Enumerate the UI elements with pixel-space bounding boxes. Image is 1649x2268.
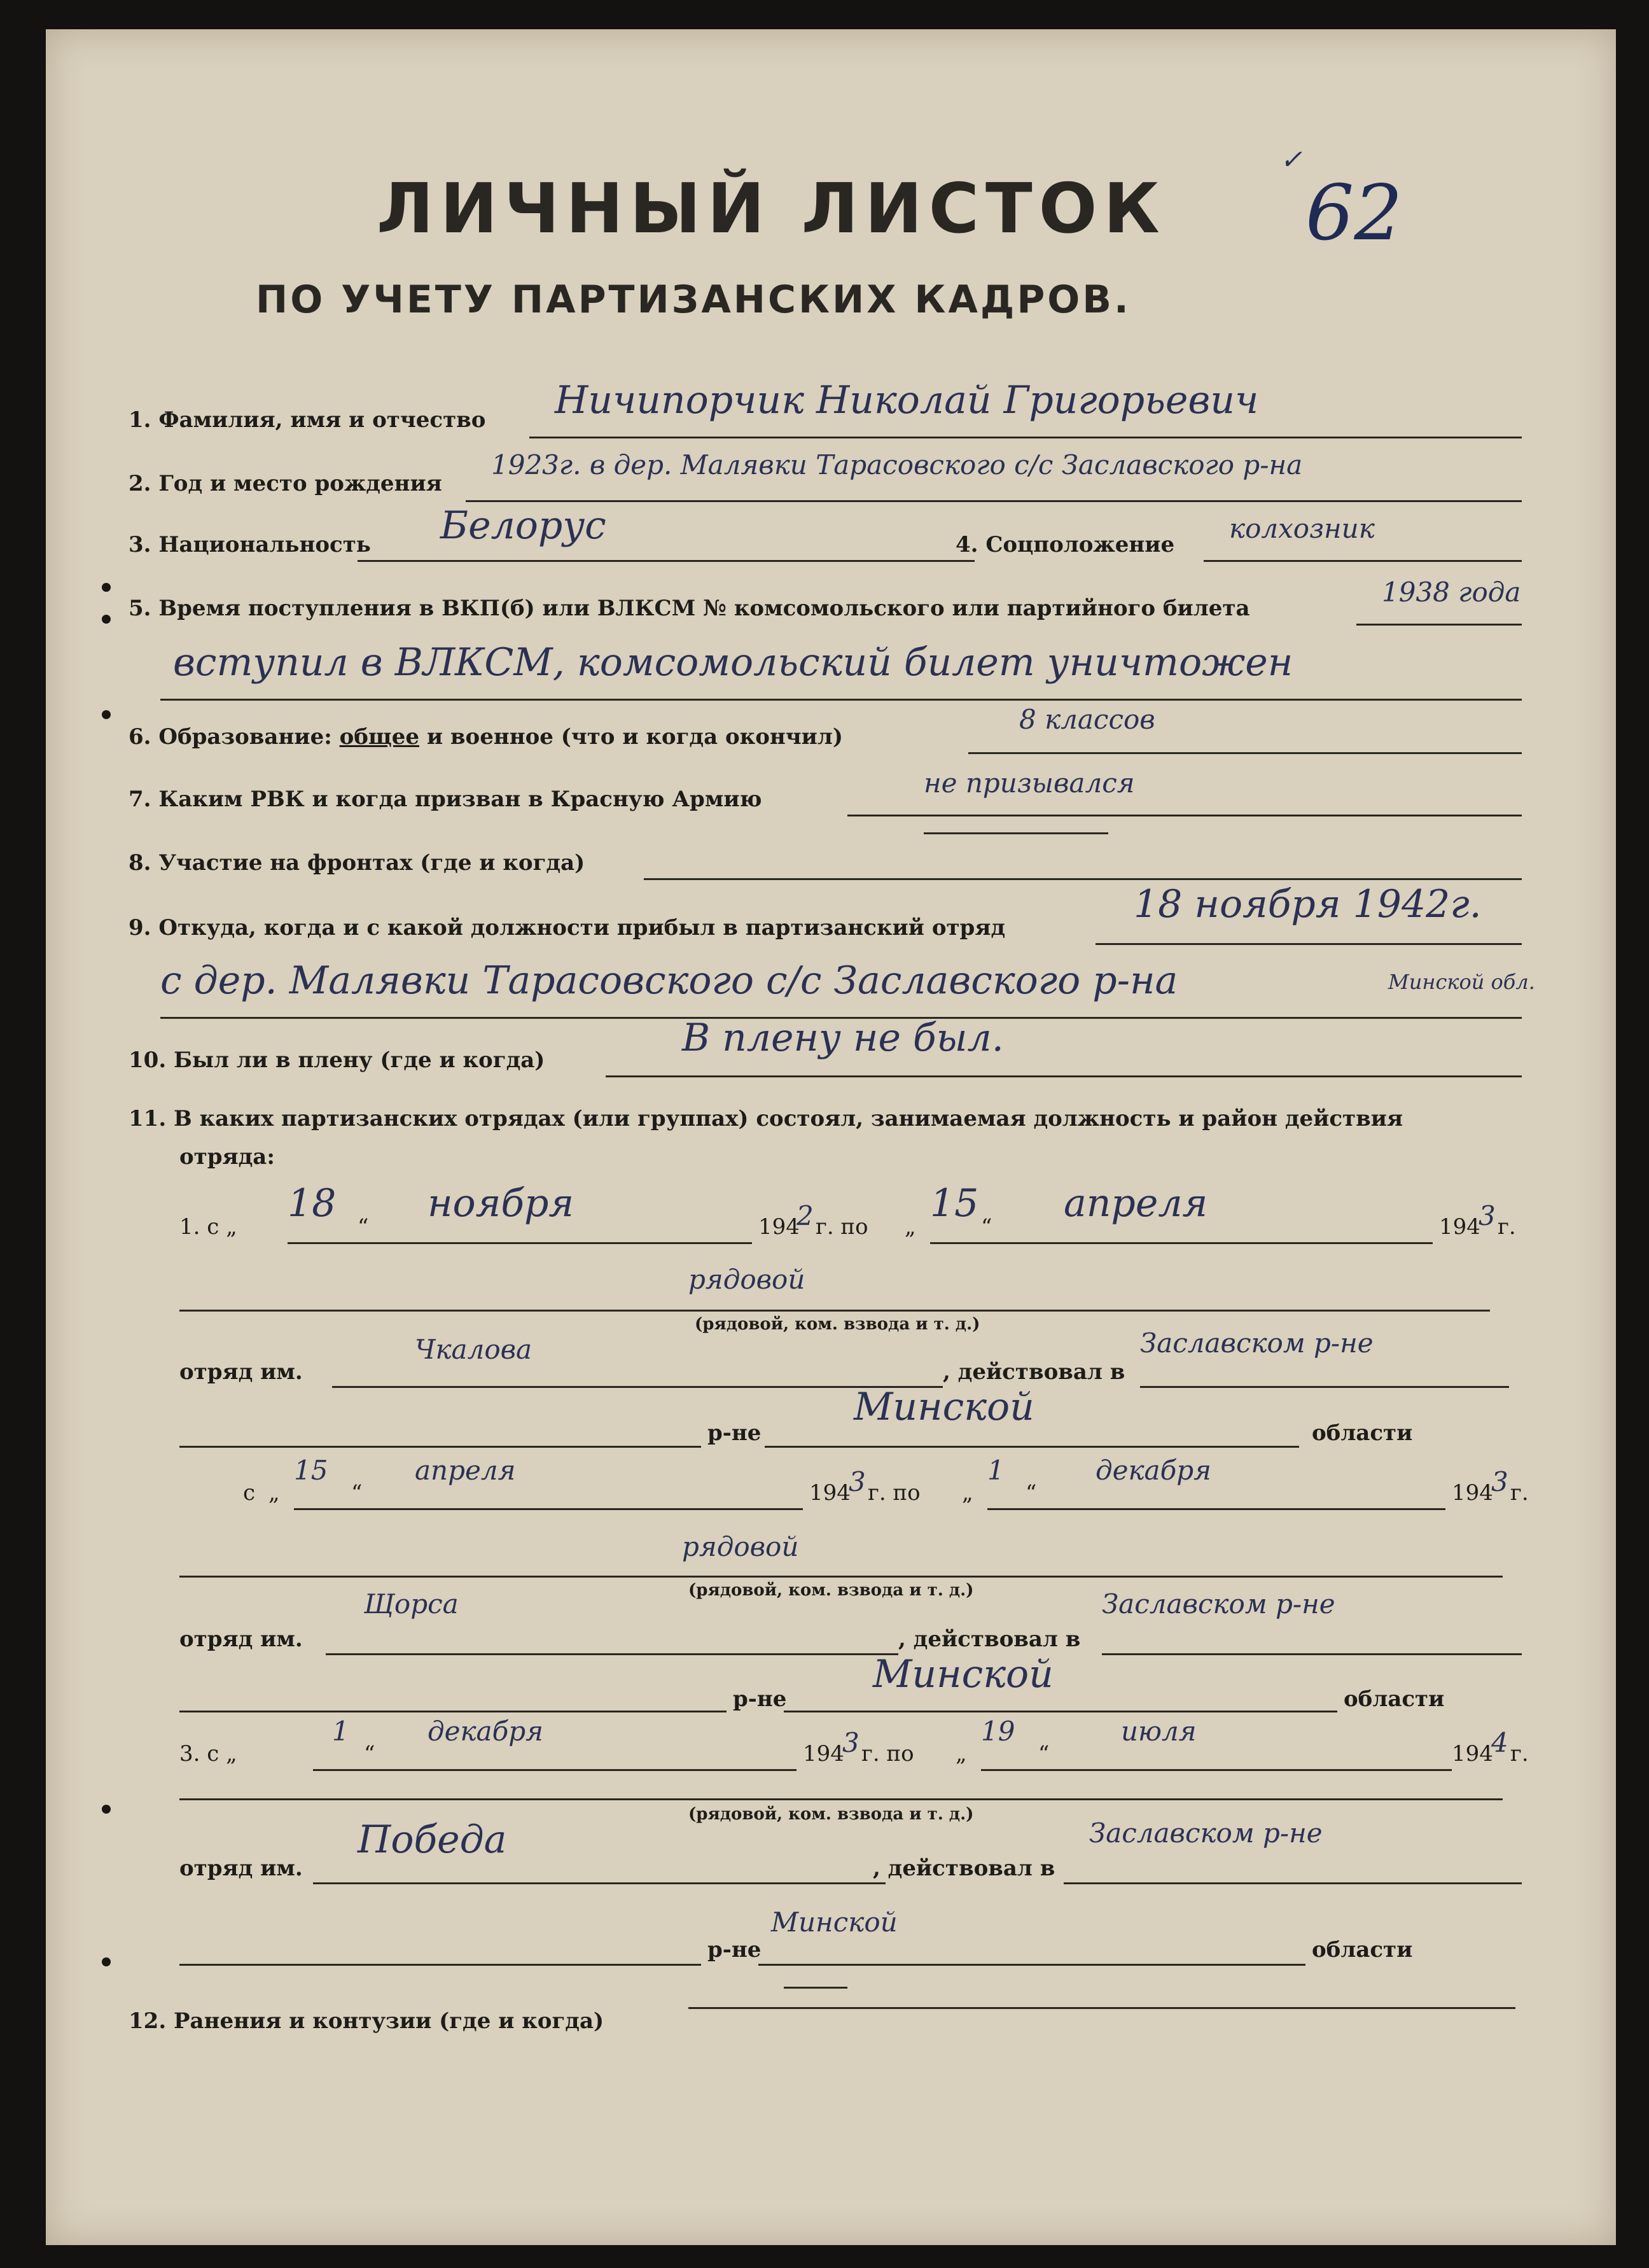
s3-g: г. bbox=[1510, 1741, 1529, 1767]
s3-oblast: Минской bbox=[771, 1907, 898, 1938]
s1-unit: Чкалова bbox=[415, 1334, 532, 1365]
s1-otryad-label: отряд им. bbox=[179, 1359, 303, 1385]
s1-year-2: 3 bbox=[1479, 1200, 1496, 1231]
field-12-line bbox=[688, 2007, 1515, 2009]
field-6-value: 8 классов bbox=[1019, 704, 1155, 735]
s3-g-po: г. по bbox=[861, 1741, 914, 1767]
s3-c: с bbox=[207, 1741, 219, 1767]
s1-oblast-line bbox=[765, 1446, 1299, 1448]
field-4-line bbox=[1204, 560, 1522, 562]
field-1-value: Ничипорчик Николай Григорьевич bbox=[555, 378, 1259, 423]
s1-rne-label: р-не bbox=[707, 1420, 762, 1446]
s2-otryad-label: отряд им. bbox=[179, 1627, 303, 1652]
s1-date-row bbox=[179, 1214, 237, 1240]
field-9-line bbox=[1096, 943, 1522, 945]
s3-oblast-line bbox=[758, 1964, 1305, 1966]
field-8-line bbox=[644, 878, 1522, 880]
s1-q1: „ bbox=[226, 1214, 237, 1240]
s1-rne-line bbox=[179, 1446, 701, 1448]
field-9-label: 9. Откуда, когда и с какой должности прибыл в партизанский отряд bbox=[129, 915, 1006, 941]
s1-month-1: ноября bbox=[428, 1181, 574, 1226]
field-5-line-2 bbox=[160, 699, 1522, 701]
s3-date-row bbox=[179, 1741, 237, 1767]
s3-oblasti-label: области bbox=[1312, 1937, 1413, 1963]
field-5-label: 5. Время поступления в ВКП(б) или ВЛКСМ № комсомольского или партийного билета bbox=[129, 596, 1250, 621]
field-12-label: 12. Ранения и контузии (где и когда) bbox=[129, 2008, 604, 2034]
field-6-line bbox=[968, 752, 1522, 754]
field-9-value-2: с дер. Малявки Тарасовского с/с Заславского р-на bbox=[160, 958, 1178, 1003]
s2-role-line bbox=[179, 1576, 1503, 1578]
field-5-value: 1938 года bbox=[1382, 577, 1521, 608]
s2-deistvoval: , действовал в bbox=[898, 1627, 1081, 1652]
check-mark: ✓ bbox=[1280, 144, 1303, 175]
s2-day-2: 1 bbox=[987, 1455, 1005, 1486]
field-8-label: 8. Участие на фронтах (где и когда) bbox=[129, 850, 585, 876]
s2-line-to bbox=[987, 1508, 1445, 1510]
field-2-value: 1923г. в дер. Малявки Тарасовского с/с Заславского р-на bbox=[491, 449, 1303, 480]
s1-num: 1. bbox=[179, 1214, 200, 1240]
s3-unit: Победа bbox=[358, 1817, 507, 1862]
s1-year-1-pre: 194 bbox=[758, 1214, 800, 1240]
field-7-value: не призывался bbox=[924, 767, 1135, 799]
s1-deistvoval: , действовал в bbox=[943, 1359, 1125, 1385]
s3-year-1-pre: 194 bbox=[803, 1741, 844, 1767]
s1-c: с bbox=[207, 1214, 219, 1240]
s1-day-1: 18 bbox=[288, 1181, 337, 1226]
s2-q2: „ bbox=[962, 1480, 973, 1506]
s3-role-line bbox=[179, 1798, 1503, 1800]
s2-year-1-pre: 194 bbox=[809, 1480, 851, 1506]
s3-month-2: июля bbox=[1121, 1716, 1197, 1747]
field-6-label-pre: 6. Образование: bbox=[129, 724, 340, 750]
field-5-value-2: вступил в ВЛКСМ, комсомольский билет уничтожен bbox=[173, 640, 1293, 685]
s3-rne-line bbox=[179, 1964, 701, 1966]
s2-year-2: 3 bbox=[1491, 1466, 1508, 1497]
field-2-line bbox=[466, 500, 1522, 502]
s3-year-2: 4 bbox=[1491, 1727, 1508, 1758]
field-10-value: В плену не был. bbox=[682, 1016, 1004, 1060]
s1-g-po: г. по bbox=[816, 1214, 868, 1240]
s2-role: рядовой bbox=[682, 1531, 799, 1562]
s2-g: г. bbox=[1510, 1480, 1529, 1506]
s2-c: с bbox=[243, 1480, 256, 1506]
s3-day-1: 1 bbox=[332, 1716, 349, 1747]
field-11-label-2: отряда: bbox=[179, 1144, 275, 1170]
document-sheet bbox=[46, 29, 1616, 2245]
s3-line-to bbox=[981, 1769, 1452, 1771]
s2-line-from bbox=[294, 1508, 803, 1510]
s3-q1c: “ bbox=[364, 1741, 375, 1767]
s3-month-1: декабря bbox=[428, 1716, 543, 1747]
s2-rne-line bbox=[179, 1711, 727, 1712]
s3-deistvoval: , действовал в bbox=[873, 1856, 1055, 1881]
field-3-label: 3. Национальность bbox=[129, 532, 371, 557]
s2-month-1: апреля bbox=[415, 1455, 516, 1486]
s3-unit-line bbox=[313, 1882, 886, 1884]
s2-unit: Щорса bbox=[364, 1588, 459, 1620]
s3-oblast-dash bbox=[784, 1987, 847, 1989]
field-6-label bbox=[129, 724, 843, 750]
s1-unit-line bbox=[332, 1386, 943, 1388]
s3-day-2: 19 bbox=[981, 1716, 1015, 1747]
punch-hole bbox=[102, 710, 111, 719]
s1-oblast: Минской bbox=[854, 1385, 1034, 1429]
s3-role-hint: (рядовой, ком. взвода и т. д.) bbox=[688, 1805, 974, 1824]
s1-year-2-pre: 194 bbox=[1439, 1214, 1480, 1240]
field-7-label: 7. Каким РВК и когда призван в Красную Армию bbox=[129, 787, 762, 812]
s2-raion-line bbox=[1102, 1653, 1522, 1655]
s3-raion-line bbox=[1064, 1882, 1522, 1884]
s2-q1: „ bbox=[268, 1480, 280, 1506]
s2-rne-label: р-не bbox=[733, 1686, 787, 1712]
s2-oblast-line bbox=[784, 1711, 1337, 1712]
s1-month-2: апреля bbox=[1064, 1181, 1208, 1226]
field-3-line bbox=[358, 560, 975, 562]
field-1-line bbox=[529, 437, 1522, 438]
s1-g: г. bbox=[1498, 1214, 1516, 1240]
s2-g-po: г. по bbox=[868, 1480, 921, 1506]
s1-q2: „ bbox=[905, 1214, 916, 1240]
s3-num: 3. bbox=[179, 1741, 200, 1767]
s3-q2c: “ bbox=[1038, 1741, 1050, 1767]
s1-oblasti-label: области bbox=[1312, 1420, 1413, 1446]
s2-month-2: декабря bbox=[1096, 1455, 1211, 1486]
field-4-label: 4. Соцположение bbox=[956, 532, 1175, 557]
s3-q2: „ bbox=[956, 1741, 967, 1767]
s1-line-to bbox=[930, 1242, 1433, 1244]
s3-raion: Заславском р-не bbox=[1089, 1817, 1323, 1849]
s1-line-from bbox=[288, 1242, 752, 1244]
s2-raion: Заславском р-не bbox=[1102, 1588, 1335, 1620]
field-9-value-3: Минской обл. bbox=[1388, 970, 1535, 994]
punch-hole bbox=[102, 1957, 111, 1966]
punch-hole bbox=[102, 583, 111, 592]
s1-raion-line bbox=[1140, 1386, 1509, 1388]
punch-hole bbox=[102, 1805, 111, 1814]
s2-oblast: Минской bbox=[873, 1652, 1054, 1697]
s1-q2c: “ bbox=[981, 1214, 992, 1240]
s2-oblasti-label: области bbox=[1344, 1686, 1445, 1712]
field-7-line bbox=[847, 815, 1522, 816]
field-11-label: 11. В каких партизанских отрядах (или группах) состоял, занимаемая должность и район действия bbox=[129, 1106, 1403, 1131]
s3-q1: „ bbox=[226, 1741, 237, 1767]
s1-role: рядовой bbox=[688, 1264, 805, 1295]
field-6-label-underlined: общее bbox=[339, 724, 420, 750]
s1-role-hint: (рядовой, ком. взвода и т. д.) bbox=[695, 1315, 980, 1334]
document-subtitle: ПО УЧЕТУ ПАРТИЗАНСКИХ КАДРОВ. bbox=[256, 277, 1131, 322]
s1-year-1: 2 bbox=[797, 1200, 814, 1231]
s1-q1c: “ bbox=[358, 1214, 369, 1240]
s3-otryad-label: отряд им. bbox=[179, 1856, 303, 1881]
field-5-line bbox=[1356, 624, 1522, 626]
field-1-label: 1. Фамилия, имя и отчество bbox=[129, 407, 486, 433]
punch-hole bbox=[102, 615, 111, 624]
field-3-value: Белорус bbox=[440, 503, 606, 548]
s3-year-2-pre: 194 bbox=[1452, 1741, 1493, 1767]
s2-year-2-pre: 194 bbox=[1452, 1480, 1493, 1506]
field-10-label: 10. Был ли в плену (где и когда) bbox=[129, 1047, 545, 1073]
s2-q1c: “ bbox=[351, 1480, 363, 1506]
field-4-value: колхозник bbox=[1229, 513, 1375, 544]
field-2-label: 2. Год и место рождения bbox=[129, 471, 442, 496]
s2-unit-line bbox=[326, 1653, 898, 1655]
s2-role-hint: (рядовой, ком. взвода и т. д.) bbox=[688, 1581, 974, 1600]
s2-day-1: 15 bbox=[294, 1455, 328, 1486]
field-10-line bbox=[606, 1075, 1522, 1077]
s2-q2c: “ bbox=[1026, 1480, 1037, 1506]
s3-year-1: 3 bbox=[842, 1727, 859, 1758]
document-title: ЛИЧНЫЙ ЛИСТОК bbox=[377, 169, 1166, 249]
s1-day-2: 15 bbox=[930, 1181, 979, 1226]
s1-role-line bbox=[179, 1310, 1490, 1312]
field-9-value: 18 ноября 1942г. bbox=[1134, 882, 1482, 927]
s3-line-from bbox=[313, 1769, 797, 1771]
field-6-label-post: и военное (что и когда окончил) bbox=[419, 724, 843, 750]
sheet-number: 62 bbox=[1305, 169, 1403, 258]
field-7-dash bbox=[924, 832, 1108, 834]
s3-rne-label: р-не bbox=[707, 1937, 762, 1963]
s2-year-1: 3 bbox=[849, 1466, 866, 1497]
s1-raion: Заславском р-не bbox=[1140, 1327, 1374, 1359]
